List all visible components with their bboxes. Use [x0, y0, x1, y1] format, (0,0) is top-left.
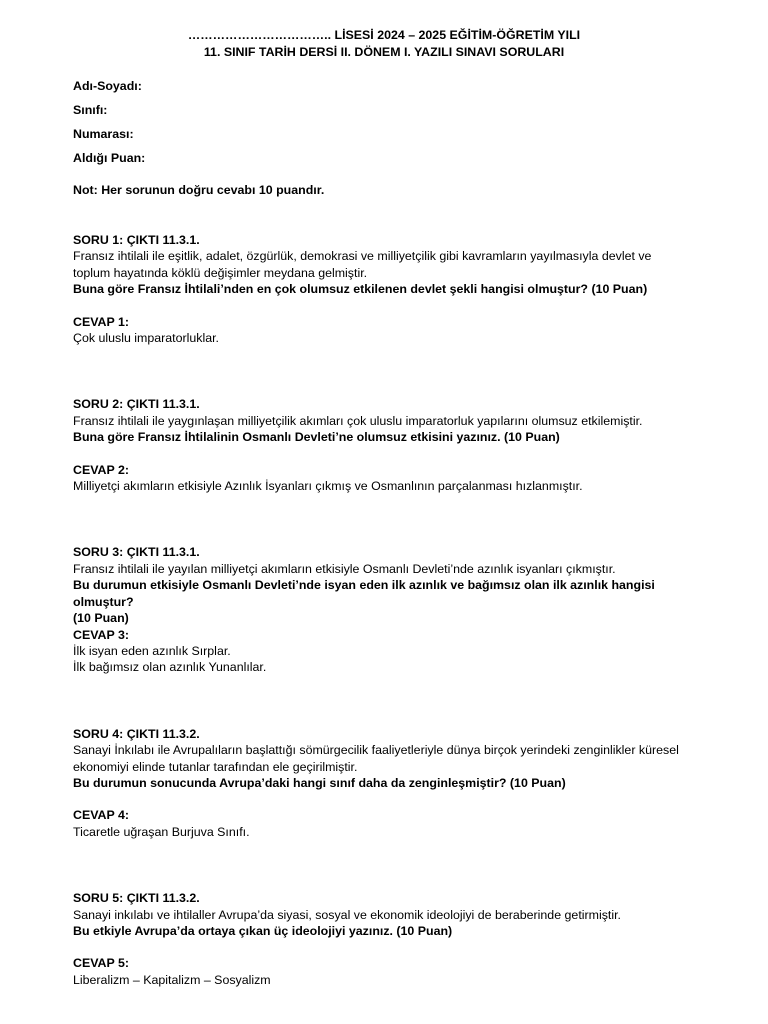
exam-note: Not: Her sorunun doğru cevabı 10 puandır.: [73, 183, 325, 197]
header-exam-title: 11. SINIF TARİH DERSİ II. DÖNEM I. YAZILI SINAVI SORULARI: [203, 44, 565, 59]
student-info: [73, 78, 718, 166]
answer-text: Ticaretle uğraşan Burjuva Sınıfı.: [73, 824, 250, 839]
question-1: [73, 232, 718, 346]
number-label: Numarası:: [73, 127, 134, 141]
question-4: [73, 726, 718, 840]
question-text: Sanayi İnkılabı ile Avrupalıların başlattığı sömürgecilik faaliyetleriyle dünya birçok yerindeki zenginlikler küresel: [73, 743, 679, 758]
answer-text: Milliyetçi akımların etkisiyle Azınlık İsyanları çıkmış ve Osmanlının parçalanması hızlanmıştır.: [73, 479, 583, 494]
answer-text: Liberalizm – Kapitalizm – Sosyalizm: [73, 972, 271, 987]
question-2: [73, 396, 718, 494]
question-prompt: Buna göre Fransız İhtilalinin Osmanlı Devleti’ne olumsuz etkisini yazınız. (10 Puan): [73, 430, 560, 445]
question-prompt: Buna göre Fransız İhtilali’nden en çok olumsuz etkilenen devlet şekli hangisi olmuştur? (10 Puan): [73, 282, 648, 297]
question-text: ekonomiyi elinde tutanlar tarafından ele geçirilmiştir.: [73, 759, 358, 774]
question-text: Fransız ihtilali ile yaygınlaşan milliyetçilik akımları çok uluslu imparatorluk yapılarını olumsuz etkilemiştir.: [73, 413, 643, 428]
question-title: SORU 4: ÇIKTI 11.3.2.: [73, 726, 200, 741]
question-text: Fransız ihtilali ile yayılan milliyetçi akımların etkisiyle Osmanlı Devleti’nde azınlık isyanları çıkmıştır.: [73, 561, 616, 576]
question-title: SORU 3: ÇIKTI 11.3.1.: [73, 545, 200, 560]
answer-label: CEVAP 2:: [73, 462, 130, 477]
name-label: Adı-Soyadı:: [73, 79, 142, 93]
question-prompt: Bu durumun sonucunda Avrupa’daki hangi sınıf daha da zenginleşmiştir? (10 Puan): [73, 775, 566, 790]
score-label: Aldığı Puan:: [73, 151, 146, 165]
answer-text: İlk bağımsız olan azınlık Yunanlılar.: [73, 660, 267, 675]
exam-header: [73, 27, 695, 60]
question-prompt: (10 Puan): [73, 611, 129, 626]
answer-text: İlk isyan eden azınlık Sırplar.: [73, 643, 231, 658]
question-3: [73, 544, 718, 675]
header-school-line: …………………………….. LİSESİ 2024 – 2025 EĞİTİM-ÖĞRETİM YILI: [187, 28, 581, 42]
question-text: Fransız ihtilali ile eşitlik, adalet, özgürlük, demokrasi ve milliyetçilik gibi kavramların yayılmasıyla devlet ve: [73, 249, 652, 264]
answer-text: Çok uluslu imparatorluklar.: [73, 331, 219, 346]
answer-label: CEVAP 3:: [73, 627, 130, 642]
question-title: SORU 2: ÇIKTI 11.3.1.: [73, 397, 200, 412]
answer-label: CEVAP 5:: [73, 956, 130, 971]
answer-label: CEVAP 4:: [73, 808, 130, 823]
class-label: Sınıfı:: [73, 103, 108, 117]
question-title: SORU 5: ÇIKTI 11.3.2.: [73, 891, 200, 906]
question-text: toplum hayatında köklü değişimler meydana gelmiştir.: [73, 265, 368, 280]
question-text: Sanayi inkılabı ve ihtilaller Avrupa’da siyasi, sosyal ve ekonomik ideolojiyi de beraberinde getirmiştir.: [73, 907, 621, 922]
question-title: SORU 1: ÇIKTI 11.3.1.: [73, 233, 200, 247]
answer-label: CEVAP 1:: [73, 314, 130, 329]
question-prompt: Bu durumun etkisiyle Osmanlı Devleti’nde isyan eden ilk azınlık ve bağımsız olan ilk azınlık hangisi olmuştur?: [73, 578, 659, 609]
question-5: [73, 890, 718, 988]
question-prompt: Bu etkiyle Avrupa’da ortaya çıkan üç ideolojiyi yazınız. (10 Puan): [73, 923, 453, 938]
